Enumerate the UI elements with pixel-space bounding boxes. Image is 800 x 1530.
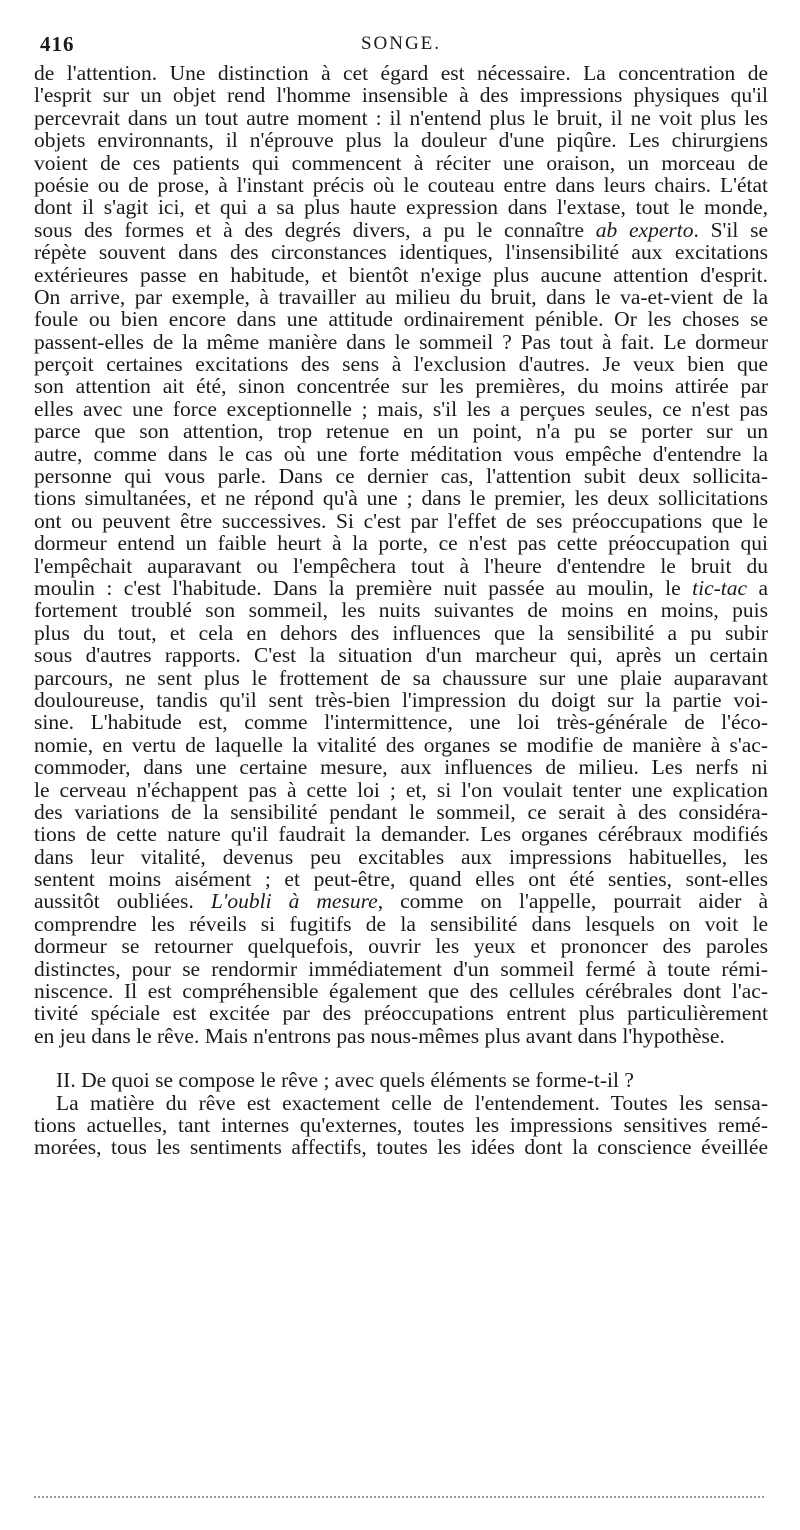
text-line: moulin : c'est l'habitude. Dans la première nuit passée au moulin, le tic-tac a	[34, 575, 768, 600]
text-line: extérieures passe en habitude, et bientôt n'exige plus aucune attention d'esprit.	[34, 262, 768, 287]
text-line: dont il s'agit ici, et qui a sa plus haute expression dans l'extase, tout le monde,	[34, 195, 768, 220]
text-line: personne qui vous parle. Dans ce dernier cas, l'attention subit deux sollicita-	[34, 464, 768, 489]
text-line: l'empêchait auparavant ou l'empêchera tout à l'heure d'entendre le bruit du	[34, 553, 768, 578]
text-line: dans leur vitalité, devenus peu excitables aux impressions habituelles, les	[34, 844, 768, 869]
text-line: tions simultanées, et ne répond qu'à une ; dans le premier, les deux sollicitations	[34, 486, 768, 511]
text-line: On arrive, par exemple, à travailler au milieu du bruit, dans le va-et-vient de la	[34, 284, 768, 309]
text-line: comprendre les réveils si fugitifs de la sensibilité dans lesquels on voit le	[34, 911, 768, 936]
text-line: dormeur entend un faible heurt à la porte, ce n'est pas cette préoccupation qui	[34, 531, 768, 556]
running-title: SONGE.	[360, 33, 442, 54]
text-line: répète souvent dans des circonstances identiques, l'insensibilité aux excitations	[34, 240, 768, 265]
text-line: sous des formes et à des degrés divers, a pu le connaître ab experto. S'il se	[34, 217, 769, 242]
text-line: sine. L'habitude est, comme l'intermittence, une loi très-générale de l'éco-	[34, 710, 768, 735]
section-heading: II. De quoi se compose le rêve ; avec quels éléments se forme-t-il ?	[56, 1068, 634, 1093]
text-line: tions actuelles, tant internes qu'externes, toutes les impressions sensitives remé-	[34, 1112, 768, 1137]
page	[34, 28, 768, 1159]
page-number: 416	[40, 32, 75, 56]
text-line: tivité spéciale est excitée par des préoccupations entrent plus particulièrement	[34, 1001, 768, 1026]
text-line: dormeur se retourner quelquefois, ouvrir les yeux et prononcer des paroles	[34, 934, 768, 959]
text-line: morées, tous les sentiments affectifs, toutes les idées dont la conscience éveillée	[34, 1135, 768, 1160]
text-line: objets environnants, il n'éprouve plus la douleur d'une piqûre. Les chirurgiens	[34, 128, 768, 153]
paragraph-1	[34, 62, 768, 1047]
text-line: commoder, dans une certaine mesure, aux influences de milieu. Les nerfs ni	[34, 755, 768, 780]
text-line: poésie ou de prose, à l'instant précis où le couteau entre dans leurs chairs. L'état	[34, 172, 768, 197]
page-header	[34, 28, 768, 62]
text-line: l'esprit sur un objet rend l'homme insensible à des impressions physiques qu'il	[34, 83, 768, 108]
text-line: perçoit certaines excitations des sens à l'exclusion d'autres. Je veux bien que	[34, 352, 768, 377]
text-line: des variations de la sensibilité pendant le sommeil, ce serait à des considéra-	[34, 799, 768, 824]
text-line: aussitôt oubliées. L'oubli à mesure, comme on l'appelle, pourrait aider à	[34, 889, 768, 914]
text-line: fortement troublé son sommeil, les nuits suivantes de moins en moins, puis	[34, 598, 768, 623]
text-line: ont ou peuvent être successives. Si c'est par l'effet de ses préoccupations que le	[34, 508, 768, 533]
text-line: sous d'autres rapports. C'est la situation d'un marcheur qui, après un certain	[34, 643, 768, 668]
text-line: niscence. Il est compréhensible également que des cellules cérébrales dont l'ac-	[34, 979, 768, 1004]
text-line: La matière du rêve est exactement celle de l'entendement. Toutes les sensa-	[56, 1090, 768, 1115]
text-line: plus du tout, et cela en dehors des influences que la sensibilité a pu subir	[34, 620, 768, 645]
text-line: passent-elles de la même manière dans le sommeil ? Pas tout à fait. Le dormeur	[34, 329, 768, 354]
text-line: en jeu dans le rêve. Mais n'entrons pas nous-mêmes plus avant dans l'hypothèse.	[34, 1023, 725, 1048]
text-line: son attention ait été, sinon concentrée sur les premières, du moins attirée par	[34, 374, 768, 399]
paragraph-2	[34, 1069, 768, 1159]
text-line: le cerveau n'échappent pas à cette loi ; et, si l'on voulait tenter une explication	[34, 777, 768, 802]
text-line: foule ou bien encore dans une attitude ordinairement pénible. Or les choses se	[34, 307, 768, 332]
text-line: distinctes, pour se rendormir immédiatement d'un sommeil fermé à toute rémi-	[34, 956, 768, 981]
text-line: percevrait dans un tout autre moment : il n'entend plus le bruit, il ne voit plus les	[34, 105, 768, 130]
text-line: de l'attention. Une distinction à cet égard est nécessaire. La concentration de	[34, 61, 768, 85]
text-line: autre, comme dans le cas où une forte méditation vous empêche d'entendre la	[34, 441, 768, 466]
text-line: douloureuse, tandis qu'il sent très-bien l'impression du doigt sur la partie voi-	[34, 687, 768, 712]
text-line: tions de cette nature qu'il faudrait la demander. Les organes cérébraux modifiés	[34, 822, 768, 847]
paragraph-2-body	[34, 1092, 768, 1159]
text-line: parcours, ne sent plus le frottement de sa chaussure sur une plaie auparavant	[34, 665, 768, 690]
text-line: nomie, en vertu de laquelle la vitalité des organes se modifie de manière à s'ac-	[34, 732, 768, 757]
text-line: voient de ces patients qui commencent à réciter une oraison, un morceau de	[34, 150, 768, 175]
text-line: elles avec une force exceptionnelle ; mais, s'il les a perçues seules, ce n'est pas	[34, 396, 768, 421]
text-line: sentent moins aisément ; et peut-être, quand elles ont été senties, sont-elles	[34, 867, 768, 892]
text-line: parce que son attention, trop retenue en un point, n'a pu se porter sur un	[34, 419, 768, 444]
bottom-divider	[34, 1496, 764, 1498]
